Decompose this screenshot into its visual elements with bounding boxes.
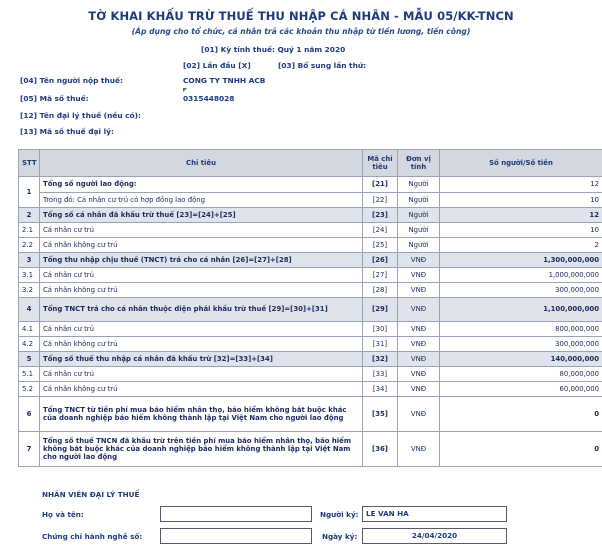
row-item: Tổng số cá nhân đã khấu trừ thuế [23]=[24]+[25] xyxy=(40,208,363,223)
row-value: 800,000,000 xyxy=(440,322,602,337)
row-code: [23] xyxy=(363,208,398,223)
cell-marker xyxy=(183,88,187,92)
table-row xyxy=(19,253,602,268)
row-code: [29] xyxy=(363,298,398,322)
row-item: Tổng TNCT trả cho cá nhân thuộc diện phải khấu trừ thuế [29]=[30]+[31] xyxy=(40,298,363,322)
row-item: Cá nhân không cư trú xyxy=(40,382,363,397)
table-row xyxy=(19,268,602,283)
table-row xyxy=(19,298,602,322)
row-unit: VNĐ xyxy=(398,352,440,367)
row-unit: Người xyxy=(398,208,440,223)
row-unit: VNĐ xyxy=(398,397,440,432)
table-row xyxy=(19,223,602,238)
row-item: Cá nhân không cư trú xyxy=(40,238,363,253)
row-stt: 5.1 xyxy=(19,367,40,382)
taxpayer-name: CONG TY TNHH ACB xyxy=(183,76,266,85)
row-stt: 5 xyxy=(19,352,40,367)
agent-name-label: [12] Tên đại lý thuế (nếu có): xyxy=(20,111,141,120)
row-code: [24] xyxy=(363,223,398,238)
row-item: Cá nhân không cư trú xyxy=(40,337,363,352)
row-value: 1,100,000,000 xyxy=(440,298,602,322)
agent-name-field-label: Họ và tên: xyxy=(42,510,84,519)
row-stt: 2.2 xyxy=(19,238,40,253)
signer-value: LE VAN HA xyxy=(366,509,409,518)
row-stt: 5.2 xyxy=(19,382,40,397)
row-item: Tổng thu nhập chịu thuế (TNCT) trả cho cá nhân [26]=[27]+[28] xyxy=(40,253,363,268)
row-value: 0 xyxy=(440,432,602,467)
row-code: [26] xyxy=(363,253,398,268)
table-row xyxy=(19,397,602,432)
row-unit: Người xyxy=(398,223,440,238)
row-unit: VNĐ xyxy=(398,283,440,298)
taxpayer-name-label: [04] Tên người nộp thuế: xyxy=(20,76,123,85)
table-row xyxy=(19,177,602,193)
row-item: Tổng số người lao động: xyxy=(40,177,363,193)
row-value: 10 xyxy=(440,193,602,208)
row-unit: Người xyxy=(398,193,440,208)
sign-date-label: Ngày ký: xyxy=(322,532,358,541)
row-value: 10 xyxy=(440,223,602,238)
agent-section-title: NHÂN VIÊN ĐẠI LÝ THUẾ xyxy=(42,490,140,499)
row-item: Cá nhân cư trú xyxy=(40,367,363,382)
row-value: 300,000,000 xyxy=(440,283,602,298)
table-row xyxy=(19,432,602,467)
row-code: [22] xyxy=(363,193,398,208)
row-value: 2 xyxy=(440,238,602,253)
row-item: Tổng số thuế TNCN đã khấu trừ trên tiền phí mua bảo hiểm nhân thọ, bảo hiểm không bắt buộc khác của doanh nghiệp bảo hiểm không thành lập tại Việt Nam cho người lao động xyxy=(40,432,363,467)
table-row xyxy=(19,352,602,367)
row-code: [21] xyxy=(363,177,398,193)
row-code: [36] xyxy=(363,432,398,467)
row-stt: 2.1 xyxy=(19,223,40,238)
col-header-item: Chỉ tiêu xyxy=(40,150,363,177)
row-item: Tổng số thuế thu nhập cá nhân đã khấu trừ [32]=[33]+[34] xyxy=(40,352,363,367)
row-code: [34] xyxy=(363,382,398,397)
row-item: Cá nhân cư trú xyxy=(40,223,363,238)
cert-number-input[interactable] xyxy=(160,528,312,544)
col-header-unit: Đơn vị tính xyxy=(398,150,440,177)
row-value: 0 xyxy=(440,397,602,432)
row-item: Trong đó: Cá nhân cư trú có hợp đồng lao động xyxy=(40,193,363,208)
row-value: 140,000,000 xyxy=(440,352,602,367)
table-row xyxy=(19,208,602,223)
row-unit: VNĐ xyxy=(398,337,440,352)
row-value: 60,000,000 xyxy=(440,382,602,397)
row-stt: 4.1 xyxy=(19,322,40,337)
row-stt: 1 xyxy=(19,177,40,208)
row-unit: VNĐ xyxy=(398,322,440,337)
signer-label: Người ký: xyxy=(320,510,359,519)
row-unit: Người xyxy=(398,238,440,253)
col-header-stt: STT xyxy=(19,150,40,177)
table-row xyxy=(19,322,602,337)
row-stt: 7 xyxy=(19,432,40,467)
agent-code-label: [13] Mã số thuế đại lý: xyxy=(20,127,114,136)
row-stt: 4.2 xyxy=(19,337,40,352)
row-unit: VNĐ xyxy=(398,367,440,382)
row-stt: 3.1 xyxy=(19,268,40,283)
row-value: 12 xyxy=(440,208,602,223)
row-value: 1,000,000,000 xyxy=(440,268,602,283)
row-unit: VNĐ xyxy=(398,298,440,322)
col-header-code: Mã chỉ tiêu xyxy=(363,150,398,177)
table-row xyxy=(19,367,602,382)
row-stt: 3 xyxy=(19,253,40,268)
row-code: [25] xyxy=(363,238,398,253)
row-stt: 3.2 xyxy=(19,283,40,298)
row-stt: 4 xyxy=(19,298,40,322)
tax-period: [01] Kỳ tính thuế: Quý 1 năm 2020 xyxy=(201,45,346,54)
row-item: Cá nhân cư trú xyxy=(40,268,363,283)
row-value: 12 xyxy=(440,177,602,193)
row-item: Cá nhân không cư trú xyxy=(40,283,363,298)
agent-name-input[interactable] xyxy=(160,506,312,522)
row-code: [27] xyxy=(363,268,398,283)
row-code: [30] xyxy=(363,322,398,337)
table-row xyxy=(19,382,602,397)
row-item: Tổng TNCT từ tiền phí mua bảo hiểm nhân thọ, bảo hiểm không bắt buộc khác của doanh nghiệp bảo hiểm không thành lập tại Việt Nam cho người lao động xyxy=(40,397,363,432)
row-unit: VNĐ xyxy=(398,432,440,467)
col-header-value: Số người/Số tiền xyxy=(440,150,602,177)
sign-date-input[interactable] xyxy=(362,528,507,544)
table-row xyxy=(19,193,602,208)
sign-date-value: 24/04/2020 xyxy=(411,531,458,540)
table-row xyxy=(19,337,602,352)
row-code: [33] xyxy=(363,367,398,382)
row-unit: Người xyxy=(398,177,440,193)
row-code: [31] xyxy=(363,337,398,352)
row-value: 1,300,000,000 xyxy=(440,253,602,268)
tax-code: 0315448028 xyxy=(183,94,235,103)
row-value: 300,000,000 xyxy=(440,337,602,352)
row-unit: VNĐ xyxy=(398,382,440,397)
tax-table xyxy=(18,149,602,467)
tax-code-label: [05] Mã số thuế: xyxy=(20,94,89,103)
table-row xyxy=(19,238,602,253)
form-subtitle: (Áp dụng cho tổ chức, cá nhân trả các khoản thu nhập từ tiền lương, tiền công) xyxy=(131,27,471,36)
row-code: [32] xyxy=(363,352,398,367)
row-stt: 2 xyxy=(19,208,40,223)
first-time-flag: [02] Lần đầu [X] xyxy=(183,61,251,70)
supplement-label: [03] Bổ sung lần thứ: xyxy=(278,61,367,70)
signer-input[interactable] xyxy=(362,506,507,522)
row-unit: VNĐ xyxy=(398,268,440,283)
cert-number-label: Chứng chỉ hành nghề số: xyxy=(42,532,143,541)
row-code: [28] xyxy=(363,283,398,298)
row-unit: VNĐ xyxy=(398,253,440,268)
row-value: 80,000,000 xyxy=(440,367,602,382)
form-title: TỜ KHAI KHẤU TRỪ THUẾ THU NHẬP CÁ NHÂN - MẪU 05/KK-TNCN xyxy=(88,9,514,23)
row-item: Cá nhân cư trú xyxy=(40,322,363,337)
row-code: [35] xyxy=(363,397,398,432)
row-stt: 6 xyxy=(19,397,40,432)
table-row xyxy=(19,283,602,298)
